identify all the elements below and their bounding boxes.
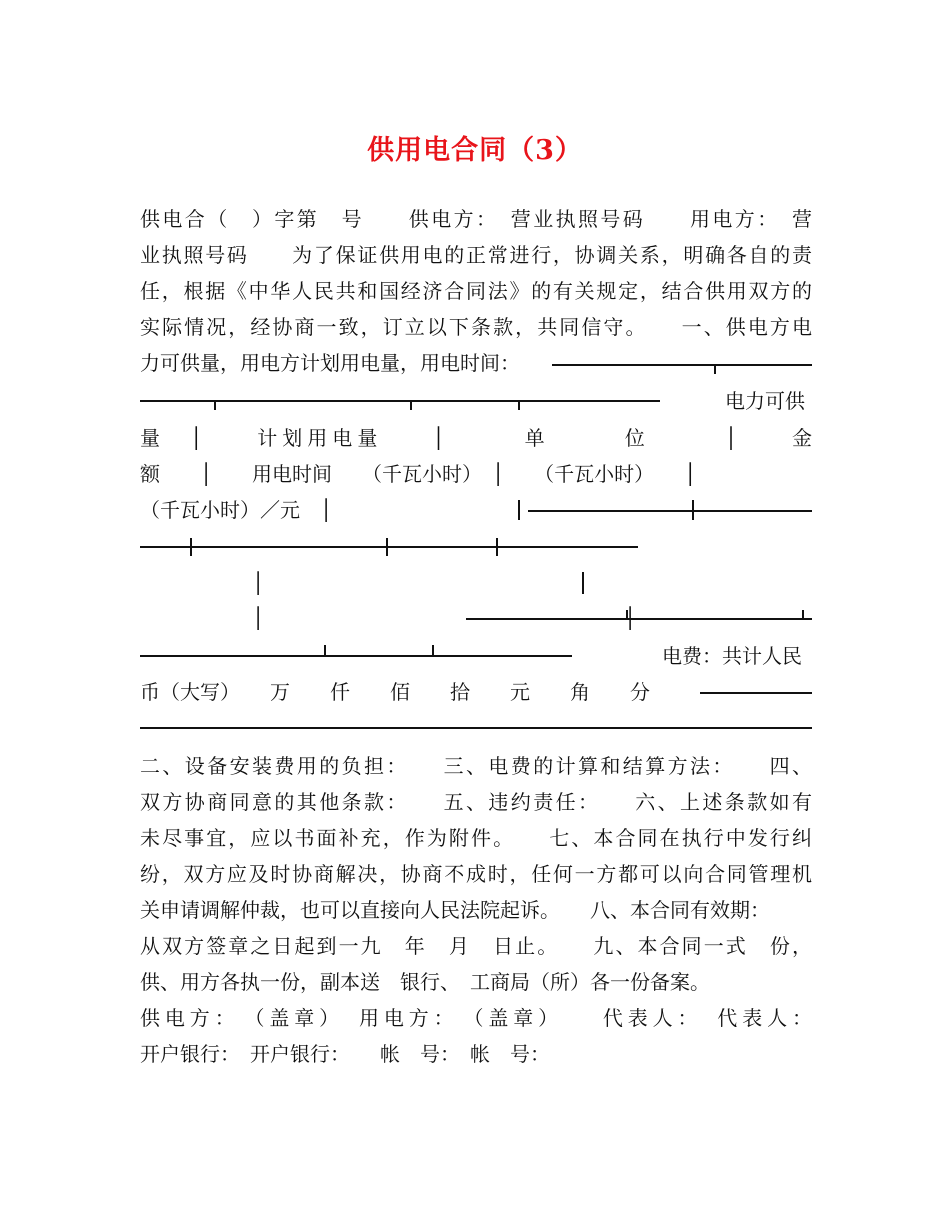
table-rule	[140, 655, 572, 657]
table-tick	[692, 500, 694, 520]
table-tick	[582, 572, 584, 594]
text-line: 实际情况，经协商一致，订立以下条款，共同信守。 一、供电方电	[140, 315, 812, 339]
table-rule	[140, 546, 638, 548]
text-line: 电力可供	[725, 389, 805, 413]
text-line: 二、设备安装费用的负担： 三、电费的计算和结算方法： 四、	[140, 754, 812, 778]
text-line: （千瓦小时）／元 │	[140, 498, 333, 522]
text-line: 力可供量，用电方计划用电量，用电时间：	[140, 351, 520, 375]
table-tick	[386, 538, 388, 556]
table-tick	[802, 610, 804, 620]
text-line: │ │	[252, 606, 637, 630]
table-rule	[140, 727, 812, 729]
text-line: 业执照号码 为了保证供用电的正常进行，协调关系，明确各自的责	[140, 243, 812, 267]
table-rule	[552, 364, 812, 366]
text-line: 电费：共计人民	[662, 644, 802, 668]
table-rule	[466, 618, 812, 620]
table-rule	[700, 692, 812, 694]
text-line: 供电合（ ）字第 号 供电方： 营业执照号码 用电方： 营	[140, 207, 812, 231]
table-tick	[410, 400, 412, 410]
text-line: 从双方签章之日起到一九 年 月 日止。 九、本合同一式 份，	[140, 934, 812, 958]
text-line: 币（大写） 万 仟 佰 拾 元 角 分	[140, 680, 650, 704]
table-tick	[626, 610, 628, 620]
table-tick	[324, 645, 326, 655]
text-line: │	[252, 571, 265, 595]
table-tick	[432, 645, 434, 655]
table-tick	[496, 538, 498, 556]
table-tick	[190, 538, 192, 556]
table-rule	[140, 400, 660, 402]
table-tick	[518, 400, 520, 410]
text-line: 纷，双方应及时协商解决，协商不成时，任何一方都可以向合同管理机	[140, 862, 812, 886]
table-tick	[214, 400, 216, 410]
table-rule	[528, 510, 812, 512]
table-tick	[518, 500, 520, 520]
text-line: 双方协商同意的其他条款： 五、违约责任： 六、上述条款如有	[140, 790, 812, 814]
table-tick	[714, 364, 716, 374]
text-line: 量 │ 计划用电量 │ 单 位 │ 金	[140, 426, 812, 450]
document-title: 供用电合同（3）	[367, 135, 583, 166]
text-line: 关申请调解仲裁，也可以直接向人民法院起诉。 八、本合同有效期：	[140, 898, 770, 922]
text-line: 未尽事宜，应以书面补充，作为附件。 七、本合同在执行中发行纠	[140, 826, 812, 850]
text-line: 供、用方各执一份，副本送 银行、 工商局（所）各一份备案。	[140, 970, 710, 994]
bank-line: 开户银行： 开户银行： 帐 号： 帐 号：	[140, 1042, 550, 1066]
text-line: 额 │ 用电时间 （千瓦小时） │ （千瓦小时） │	[140, 462, 697, 486]
text-line: 任，根据《中华人民共和国经济合同法》的有关规定，结合供用双方的	[140, 279, 812, 303]
signature-line: 供电方： （盖章） 用电方： （盖章） 代表人： 代表人：	[140, 1006, 812, 1030]
